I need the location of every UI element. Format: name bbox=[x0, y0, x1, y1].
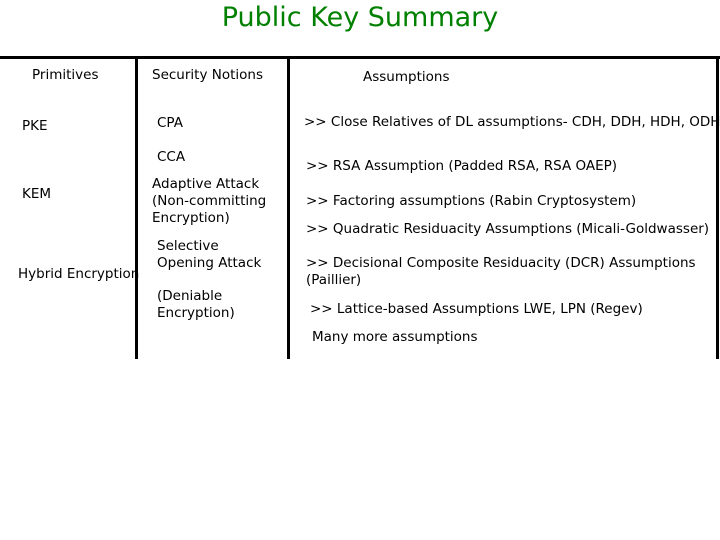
header-primitives: Primitives bbox=[32, 67, 99, 83]
column-divider-right bbox=[716, 57, 719, 359]
header-security-notions: Security Notions bbox=[152, 67, 263, 83]
assumption-rsa: >> RSA Assumption (Padded RSA, RSA OAEP) bbox=[306, 158, 618, 174]
notion-cpa: CPA bbox=[157, 115, 183, 131]
column-divider-middle bbox=[287, 57, 290, 359]
assumption-factoring: >> Factoring assumptions (Rabin Cryptosystem) bbox=[306, 193, 637, 209]
assumption-quadratic-residuacity: >> Quadratic Residuacity Assumptions (Micali-Goldwasser) bbox=[306, 221, 710, 237]
notion-selective-opening: Selective Opening Attack bbox=[157, 238, 262, 271]
assumption-dl: >> Close Relatives of DL assumptions- CDH, DDH, HDH, ODH bbox=[304, 114, 720, 130]
column-divider-left bbox=[135, 57, 138, 359]
top-divider bbox=[0, 56, 720, 59]
assumption-many-more: Many more assumptions bbox=[312, 329, 478, 345]
primitive-kem: KEM bbox=[22, 186, 52, 202]
assumption-dcr: >> Decisional Composite Residuacity (DCR) Assumptions (Paillier) bbox=[306, 255, 696, 288]
assumption-lattice: >> Lattice-based Assumptions LWE, LPN (Regev) bbox=[310, 301, 643, 317]
primitive-pke: PKE bbox=[22, 118, 48, 134]
notion-adaptive-attack: Adaptive Attack (Non-committing Encryption) bbox=[152, 176, 267, 226]
header-assumptions: Assumptions bbox=[363, 69, 450, 85]
notion-cca: CCA bbox=[157, 149, 186, 165]
slide-title: Public Key Summary bbox=[221, 2, 499, 33]
primitive-hybrid-encryption: Hybrid Encryption bbox=[18, 266, 140, 282]
notion-deniable-encryption: (Deniable Encryption) bbox=[157, 288, 235, 321]
